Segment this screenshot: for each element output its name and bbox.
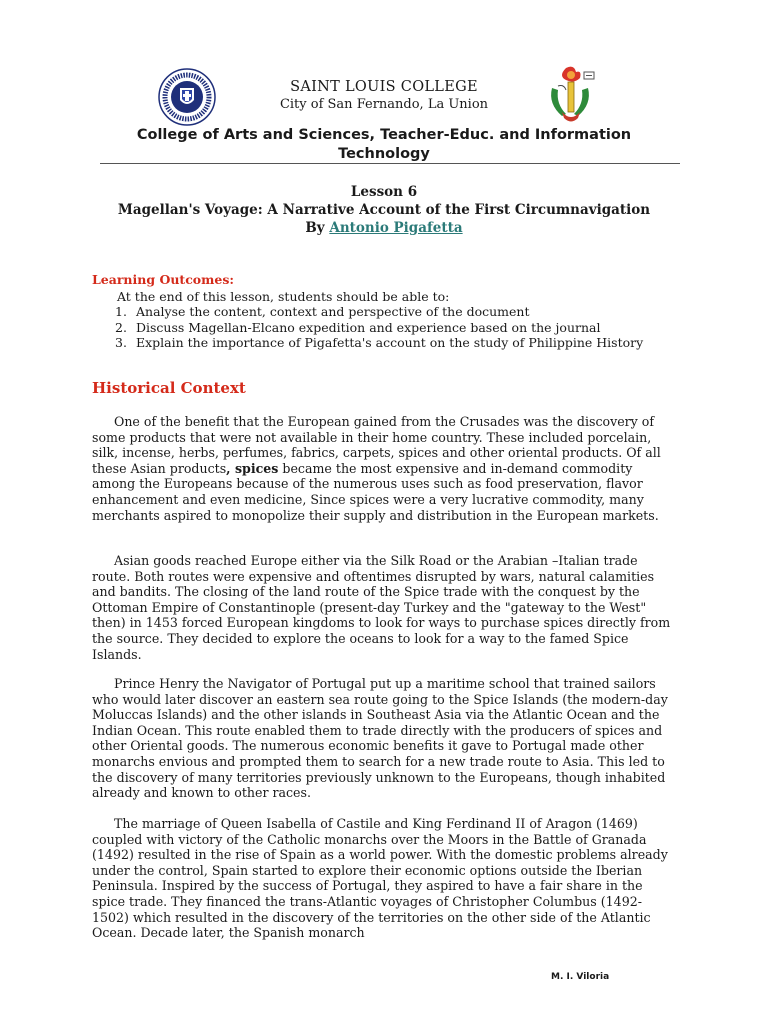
lesson-number: Lesson 6 <box>350 184 418 200</box>
school-name: SAINT LOUIS COLLEGE <box>290 79 478 95</box>
learning-outcomes-intro: At the end of this lesson, students should be able to: <box>117 289 450 304</box>
list-item-text: Discuss Magellan-Elcano expedition and experience based on the journal <box>136 319 601 335</box>
paragraph-text: One of the benefit that the European gained from the Crusades was the discovery of some products that were not available in their home country. These included porcelain, silk, incense, herbs, perfumes, fabrics, carpets, spices and other oriental products. Of all these Asian products <box>92 414 661 476</box>
list-item-number: 2. <box>115 319 127 335</box>
list-item <box>115 335 665 351</box>
lesson-title: Magellan's Voyage: A Narrative Account of the First Circumnavigation <box>117 202 651 218</box>
list-item <box>115 320 665 336</box>
school-city: City of San Fernando, La Union <box>279 97 489 112</box>
learning-outcomes-heading: Learning Outcomes: <box>92 272 234 287</box>
paragraph-text: became the most expensive and in-demand commodity among the Europeans because of the numerous uses such as food preservation, flavor enhancement and even medicine, Since spices were a very lucrative commodity, many merchants aspired to monopolize their supply and distribution in the European markets. <box>92 460 659 523</box>
list-item-number: 3. <box>115 335 127 350</box>
paragraph-text: Asian goods reached Europe either via the Silk Road or the Arabian –Italian trade route. Both routes were expensive and oftentimes disrupted by wars, natural calamities and bandits. The closing of the land route of the Spice trade with the conquest by the Ottoman Empire of Constantinople (present-day Turkey and the "gateway to the West" then) in 1453 forced European kingdoms to look for ways to purchase spices directly from the source. They decided to explore the oceans to look for a way to the famed Spice Islands. <box>92 553 671 662</box>
footer-author: M. I. Viloria <box>551 972 610 982</box>
college-name: College of Arts and Sciences, Teacher-Educ. and Information Technology <box>136 127 632 162</box>
historical-context-heading: Historical Context <box>92 379 246 397</box>
learning-outcomes-list <box>115 304 665 351</box>
paragraph-crusades <box>92 414 676 523</box>
spices-emphasis: , spices <box>226 460 279 476</box>
list-item <box>115 304 665 320</box>
header-divider <box>100 163 680 164</box>
paragraph-prince-henry <box>92 676 676 801</box>
paragraph-text: Prince Henry the Navigator of Portugal put up a maritime school that trained sailors who would later discover an eastern sea route going to the Spice Islands (the modern-day Moluccas Islands) and the other islands in Southeast Asia via the Atlantic Ocean and the Indian Ocean. This route enabled them to trade directly with the producers of spices and other Oriental goods. The numerous economic benefits it gave to Portugal made other monarchs envious and prompted them to search for a new trade route to Asia. This led to the discovery of many territories previously unknown to the Europeans, though inhabited already and known to other races. <box>92 676 668 801</box>
paragraph-trade-routes <box>92 553 676 662</box>
lesson-byline <box>0 220 768 236</box>
list-item-text: Explain the importance of Pigafetta's account on the study of Philippine History <box>136 335 644 350</box>
author-link[interactable]: Antonio Pigafetta <box>329 220 463 236</box>
paragraph-text: The marriage of Queen Isabella of Castile and King Ferdinand II of Aragon (1469) coupled with victory of the Catholic monarchs over the Moors in the Battle of Granada (1492) resulted in the rise of Spain as a world power. With the domestic problems already under the control, Spain started to explore their economic options outside the Iberian Peninsula. Inspired by the success of Portugal, they aspired to have a fair share in the spice trade. They financed the trans-Atlantic voyages of Christopher Columbus (1492- 1502) which resulted in the discovery of the territories on the other side of the Atlantic Ocean. Decade later, the Spanish monarch <box>92 816 668 941</box>
list-item-text: Analyse the content, context and perspective of the document <box>136 304 530 319</box>
list-item-number: 1. <box>115 304 127 319</box>
paragraph-spain-rise <box>92 816 676 941</box>
byline-prefix: By <box>305 220 330 236</box>
torch-emblem-logo <box>544 64 600 126</box>
